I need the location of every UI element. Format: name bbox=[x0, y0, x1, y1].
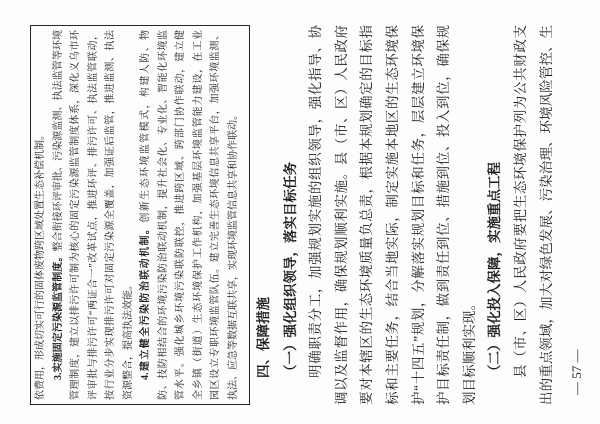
box-item-3-title: 3.实施固定污染源监管制度。 bbox=[52, 251, 64, 380]
box-line: 资源整合，提高执法效能。 bbox=[122, 280, 134, 400]
box-line-text: 整合衔接环评审批、污染源监测、执法监管等环境 bbox=[52, 30, 64, 252]
body-line: 标和主要任务，结合当地实际，制定实施本地区的生态环境保 bbox=[384, 25, 400, 405]
inset-box bbox=[30, 25, 250, 405]
box-line: 防、技防相结合的环境污染防治联动机制，提升社会化、专业化、智能化环境监 bbox=[157, 30, 169, 400]
box-item-4-first-line bbox=[137, 30, 155, 400]
body-line: 明确职责分工，加强规划实施的组织领导，强化指导、协 bbox=[308, 25, 324, 378]
box-line: 全乡镇（街道）生态环境保护工作机构，加强基层环境监管能力建设，在工业 bbox=[192, 30, 204, 400]
subsection-heading-2: （二）强化投入保障，实施重点工程 bbox=[487, 162, 503, 378]
subsection-heading-1: （一）强化组织领导，落实目标任务 bbox=[282, 162, 298, 378]
box-line: 评审批与排污许可“两证合一”改革试点，推进环评、排污许可、执法监管联动， bbox=[87, 30, 99, 400]
box-line: 依费用，形成切实可行的固体废物跨区域处置生态补偿机制。 bbox=[35, 130, 46, 400]
box-line: 园区设立专职环境监管队伍。建立完善生态环境信息共享平台，加强环境监测、 bbox=[210, 30, 221, 400]
box-line: 执法、应急等数据互联共享，实现环境监管信息共享和协作联动。 bbox=[227, 110, 239, 400]
section-heading: 四、保障措施 bbox=[256, 297, 272, 378]
body-line: 出的重点领域，加大对绿色发展、污染治理、环境风险管控、生 bbox=[538, 25, 554, 405]
box-line: 按行业分步实现排污许可对固定污染源全覆盖，加强证后监管，推进监测、执法 bbox=[105, 30, 116, 400]
box-line-text: 创新生态环境监管模式，构建人防、物 bbox=[140, 30, 151, 223]
box-item-4-title: 4.建立健全污染防治联动机制。 bbox=[140, 222, 151, 380]
main-body bbox=[252, 25, 559, 405]
box-line: 管水平。强化城乡环境污染联防联控，推进跨区域、跨部门协作联动，建立健 bbox=[175, 30, 186, 400]
page-number: — 57 — bbox=[569, 349, 584, 395]
box-item-3-first-line bbox=[50, 30, 68, 400]
box-line: 管理制度，建立以排污许可制为核心的固定污染源监管制度体系，深化义乌市环 bbox=[70, 30, 81, 400]
body-line: 要对本辖区的生态环境质量负总责，根据本规划确定的目标指 bbox=[359, 25, 375, 405]
body-line: 调以及监督作用，确保规划顺利实施。县（市、区）人民政府 bbox=[333, 25, 349, 405]
body-line: 划目标顺利实现。 bbox=[461, 297, 477, 405]
body-line: 护“十四五”规划，分解落实规划目标和任务，层层建立环境保 bbox=[410, 25, 426, 405]
body-line: 护目标责任制，做到责任到位、措施到位、投入到位，确保规 bbox=[436, 25, 452, 405]
body-line: 县（市、区）人民政府要把生态环境保护列为公共财政支 bbox=[512, 25, 528, 378]
